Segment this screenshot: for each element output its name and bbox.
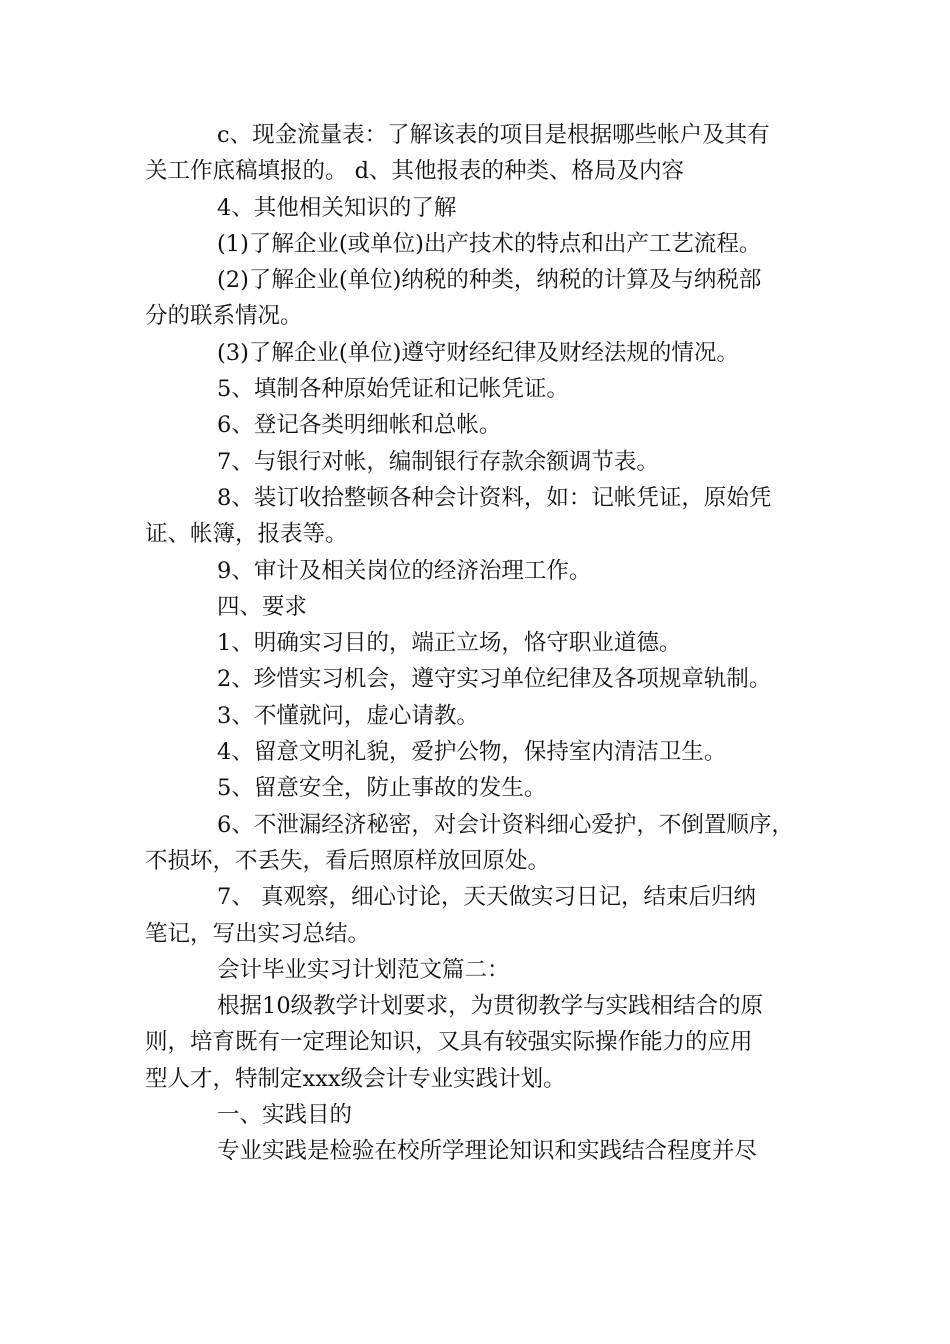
text-line: 型人才，特制定xxx级会计专业实践计划。 xyxy=(145,1065,566,1092)
text-line: 四、要求 xyxy=(217,593,308,620)
text-line: 不损坏，不丢失，看后照原样放回原处。 xyxy=(145,847,551,874)
text-line: 证、帐簿，报表等。 xyxy=(145,521,348,548)
text-line: 会计毕业实习计划范文篇二： xyxy=(217,956,510,983)
text-line: 4、其他相关知识的了解 xyxy=(217,194,457,221)
text-line: (2)了解企业(单位)纳税的种类，纳税的计算及与纳税部 xyxy=(217,267,762,294)
text-line: 3、不懂就问，虚心请教。 xyxy=(217,702,479,729)
text-line: 分的联系情况。 xyxy=(145,303,303,330)
text-line: 5、填制各种原始凭证和记帐凭证。 xyxy=(217,376,569,403)
text-line: 4、留意文明礼貌，爱护公物，保持室内清洁卫生。 xyxy=(217,739,727,766)
text-line: 7、与银行对帐，编制银行存款余额调节表。 xyxy=(217,448,659,475)
text-line: 根据10级教学计划要求，为贯彻教学与实践相结合的原 xyxy=(217,993,764,1020)
text-line: 笔记，写出实习总结。 xyxy=(145,920,371,947)
text-line: 9、审计及相关岗位的经济治理工作。 xyxy=(217,557,592,584)
text-line: 7、 真观察，细心讨论，天天做实习日记，结束后归纳 xyxy=(217,884,756,911)
text-line: (1)了解企业(或单位)出产技术的特点和出产工艺流程。 xyxy=(217,230,762,257)
text-line: 关工作底稿填报的。 d、其他报表的种类、格局及内容 xyxy=(145,158,685,185)
text-line: 专业实践是检验在校所学理论知识和实践结合程度并尽 xyxy=(217,1138,758,1165)
text-line: 一、实践目的 xyxy=(217,1102,353,1129)
text-line: 1、明确实习目的，端正立场，恪守职业道德。 xyxy=(217,630,682,657)
text-line: 6、不泄漏经济秘密，对会计资料细心爱护，不倒置顺序， xyxy=(217,811,794,838)
text-line: (3)了解企业(单位)遵守财经纪律及财经法规的情况。 xyxy=(217,339,739,366)
document-body xyxy=(145,117,815,1170)
text-line: 5、留意安全，防止事故的发生。 xyxy=(217,775,547,802)
text-line: 则，培育既有一定理论知识，又具有较强实际操作能力的应用 xyxy=(145,1029,753,1056)
text-line: c、现金流量表：了解该表的项目是根据哪些帐户及其有 xyxy=(217,122,770,148)
text-line: 8、装订收拾整顿各种会计资料，如：记帐凭证，原始凭 xyxy=(217,484,772,511)
text-line: 6、登记各类明细帐和总帐。 xyxy=(217,412,502,439)
text-line: 2、珍惜实习机会，遵守实习单位纪律及各项规章轨制。 xyxy=(217,666,772,693)
